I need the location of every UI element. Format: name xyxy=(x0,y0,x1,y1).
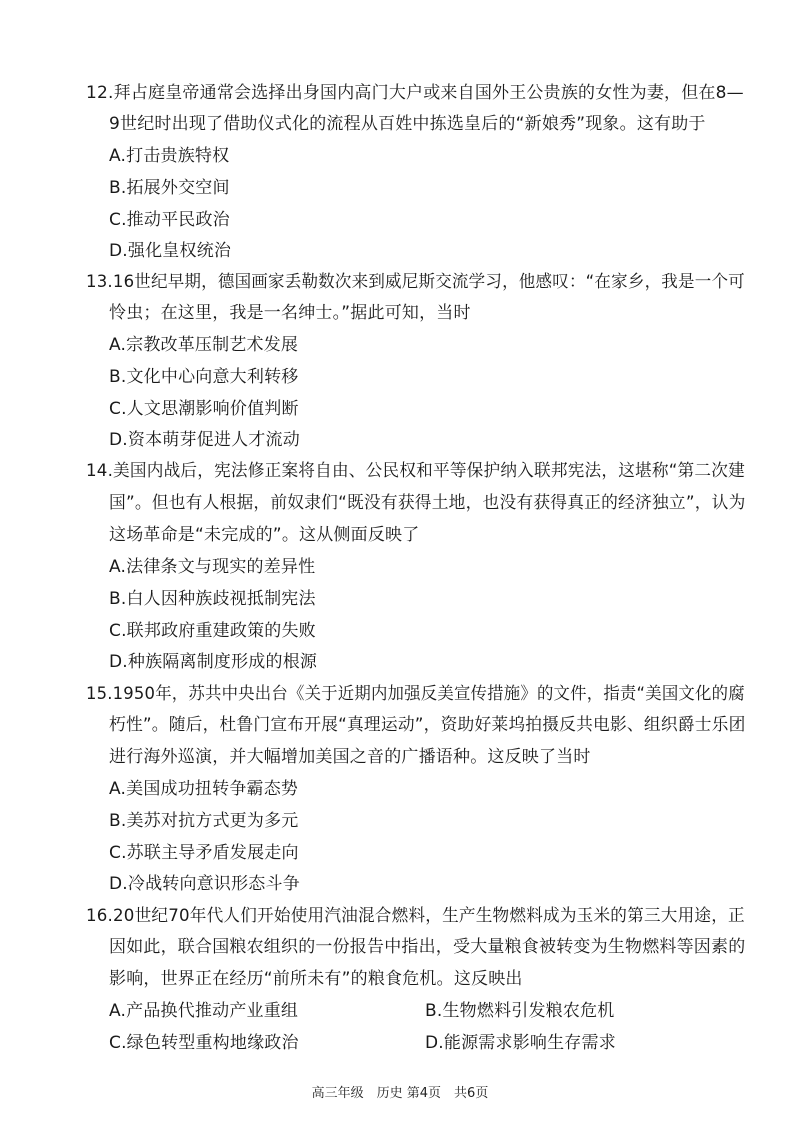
page-footer: 高三年级 历史 第4页 共6页 xyxy=(311,1086,489,1101)
q14-stem-line-2: 国”。但也有人根据，前奴隶们“既没有获得土地，也没有获得真正的经济独立”，认为 xyxy=(109,493,746,513)
q14-option-b: B.白人因种族歧视抵制宪法 xyxy=(109,589,316,609)
q12-option-a: A.打击贵族特权 xyxy=(109,146,230,166)
q14-stem-line-1: 14.美国内战后，宪法修正案将自由、公民权和平等保护纳入联邦宪法，这堪称“第二次建 xyxy=(86,461,745,481)
q15-option-a: A.美国成功扭转争霸态势 xyxy=(109,779,299,799)
q12-option-c: C.推动平民政治 xyxy=(109,210,230,230)
q16-stem-line-3: 影响，世界正在经历“前所未有”的粮食危机。这反映出 xyxy=(109,969,523,989)
q12-option-b: B.拓展外交空间 xyxy=(109,178,230,198)
q12-stem-line-2: 9世纪时出现了借助仪式化的流程从百姓中拣选皇后的“新娘秀”现象。这有助于 xyxy=(109,114,706,134)
q16-option-c: C.绿色转型重构地缘政治 xyxy=(109,1033,299,1053)
q16-option-d: D.能源需求影响生存需求 xyxy=(425,1033,616,1053)
q13-stem-line-2: 怜虫；在这里，我是一名绅士。”据此可知，当时 xyxy=(109,303,471,323)
q14-option-d: D.种族隔离制度形成的根源 xyxy=(109,652,318,672)
q15-stem-line-3: 进行海外巡演，并大幅增加美国之音的广播语种。这反映了当时 xyxy=(109,747,591,767)
q12-option-d: D.强化皇权统治 xyxy=(109,241,232,261)
q12-stem-line-1: 12.拜占庭皇帝通常会选择出身国内高门大户或来自国外王公贵族的女性为妻，但在8— xyxy=(86,83,744,103)
q16-stem-line-2: 因如此，联合国粮农组织的一份报告中指出，受大量粮食被转变为生物燃料等因素的 xyxy=(109,937,746,957)
q15-stem-line-1: 15.1950年，苏共中央出台《关于近期内加强反美宣传措施》的文件，指责“美国文化的腐 xyxy=(86,684,745,704)
q13-option-a: A.宗教改革压制艺术发展 xyxy=(109,335,299,355)
q15-option-c: C.苏联主导矛盾发展走向 xyxy=(109,843,299,863)
q14-option-a: A.法律条文与现实的差异性 xyxy=(109,557,316,577)
q13-option-d: D.资本萌芽促进人才流动 xyxy=(109,430,300,450)
q16-stem-line-1: 16.20世纪70年代人们开始使用汽油混合燃料，生产生物燃料成为玉米的第三大用途，正 xyxy=(86,906,745,926)
q13-option-b: B.文化中心向意大利转移 xyxy=(109,367,299,387)
q15-stem-line-2: 朽性”。随后，杜鲁门宣布开展“真理运动”，资助好莱坞拍摄反共电影、组织爵士乐团 xyxy=(109,715,746,735)
q16-option-b: B.生物燃料引发粮农危机 xyxy=(425,1001,615,1021)
q15-option-b: B.美苏对抗方式更为多元 xyxy=(109,811,299,831)
q14-option-c: C.联邦政府重建政策的失败 xyxy=(109,621,316,641)
q16-option-a: A.产品换代推动产业重组 xyxy=(109,1001,299,1021)
q15-option-d: D.冷战转向意识形态斗争 xyxy=(109,874,300,894)
q13-option-c: C.人文思潮影响价值判断 xyxy=(109,399,299,419)
q13-stem-line-1: 13.16世纪早期，德国画家丢勒数次来到威尼斯交流学习，他感叹：“在家乡，我是一个可 xyxy=(86,272,745,292)
q14-stem-line-3: 这场革命是“未完成的”。这从侧面反映了 xyxy=(109,525,420,545)
